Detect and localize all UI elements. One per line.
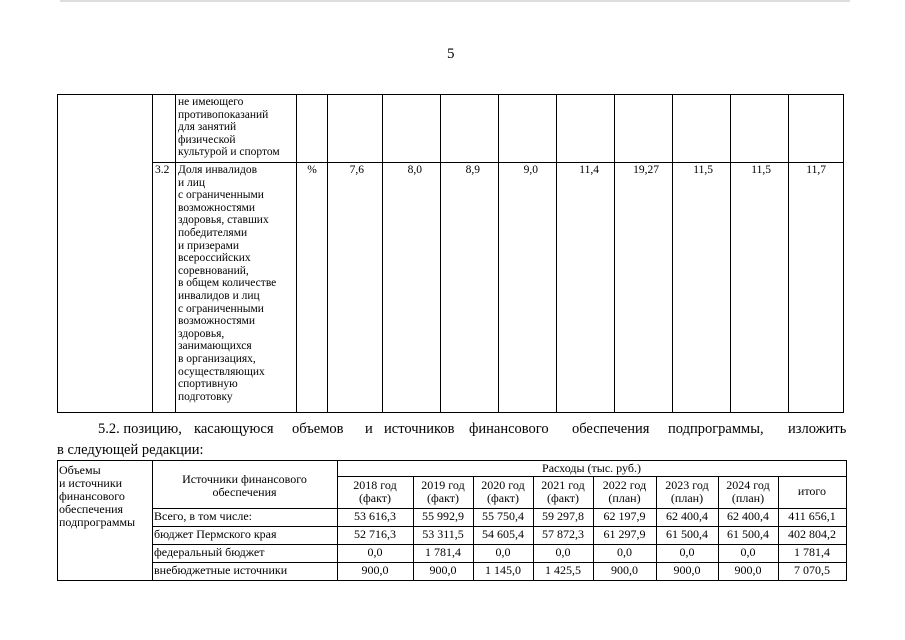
year-header-year: 2021 год bbox=[541, 478, 585, 492]
paragraph-word: обеспечения bbox=[572, 421, 650, 437]
row2-name-line: инвалидов и лиц bbox=[178, 290, 260, 302]
row2-name-line: возможностями bbox=[178, 315, 256, 328]
year-header-status: (факт) bbox=[358, 491, 391, 505]
row2-name-line: здоровья, bbox=[178, 327, 225, 340]
year-header-year: 2022 год bbox=[602, 478, 647, 492]
financing-value: 900,0 bbox=[673, 563, 701, 577]
year-header-status: (факт) bbox=[546, 491, 579, 505]
row2-name-line: всероссийских bbox=[178, 252, 251, 265]
financing-value: 53 311,5 bbox=[422, 527, 464, 541]
financing-value: 7 070,5 bbox=[794, 563, 830, 577]
paragraph-word: объемов bbox=[292, 421, 344, 437]
row1-name-line: не имеющего bbox=[178, 96, 244, 108]
year-header-status: (план) bbox=[608, 491, 641, 505]
financing-value: 59 297,8 bbox=[542, 509, 584, 523]
financing-value: 1 425,5 bbox=[545, 563, 581, 577]
year-header-year: 2019 год bbox=[421, 478, 465, 492]
financing-value: 53 616,3 bbox=[354, 509, 396, 523]
col1-line: подпрограммы bbox=[59, 515, 136, 529]
year-header-year: 2020 год bbox=[481, 478, 525, 492]
paragraph-word: финансового bbox=[469, 421, 549, 437]
row2-value-2019: 8,9 bbox=[465, 164, 480, 176]
financing-value: 62 400,4 bbox=[727, 509, 769, 523]
year-header-year: 2024 год bbox=[726, 478, 770, 492]
year-header-status: (план) bbox=[670, 491, 704, 505]
row2-name-line: возможностями bbox=[178, 201, 256, 214]
row2-name-line: подготовку bbox=[178, 390, 233, 403]
col1-line: и источники bbox=[59, 476, 123, 490]
row2-value-2022: 19,27 bbox=[633, 164, 659, 176]
financing-value: 900,0 bbox=[734, 563, 762, 577]
row2-name-line: соревнований, bbox=[178, 264, 249, 277]
col1-line: обеспечения bbox=[59, 502, 124, 516]
financing-value: 52 716,3 bbox=[354, 527, 396, 541]
financing-value: 55 992,9 bbox=[422, 509, 464, 523]
financing-value: 411 656,1 bbox=[788, 509, 836, 523]
row2-name-line: с ограниченными bbox=[178, 302, 264, 315]
sources-header: обеспечения bbox=[212, 485, 277, 499]
year-header-year: 2023 год bbox=[665, 478, 709, 492]
year-header-year: 2018 год bbox=[353, 478, 397, 492]
row2-value-2024: 11,5 bbox=[751, 164, 771, 176]
row2-name-line: осуществляющих bbox=[178, 365, 265, 378]
paragraph-word: подпрограммы, bbox=[668, 421, 764, 437]
financing-value: 1 781,4 bbox=[794, 545, 830, 559]
financing-value: 402 804,2 bbox=[788, 527, 836, 541]
row2-name-line: здоровья, ставших bbox=[178, 214, 269, 227]
row2-value-2023: 11,5 bbox=[693, 164, 713, 176]
row2-unit: % bbox=[307, 164, 317, 176]
financing-value: 0,0 bbox=[617, 545, 632, 559]
year-header-status: (план) bbox=[731, 491, 765, 505]
financing-value: 54 605,4 bbox=[482, 527, 524, 541]
financing-value: 55 750,4 bbox=[482, 509, 524, 523]
row2-name-line: победителями bbox=[178, 227, 248, 239]
row1-name-line: противопоказаний bbox=[178, 108, 269, 121]
financing-value: 900,0 bbox=[611, 563, 638, 577]
financing-value: 61 500,4 bbox=[727, 527, 769, 541]
financing-source: Всего, в том числе: bbox=[154, 509, 252, 523]
page-number: 5 bbox=[447, 46, 455, 62]
row2-name-line: с ограниченными bbox=[178, 189, 264, 202]
year-header-status: (факт) bbox=[426, 491, 459, 505]
financing-value: 0,0 bbox=[367, 545, 383, 559]
row2-value-2021: 11,4 bbox=[579, 164, 599, 176]
financing-value: 0,0 bbox=[740, 545, 756, 559]
row2-name-line: в организациях, bbox=[178, 353, 256, 365]
row2-name-line: спортивную bbox=[178, 378, 238, 391]
row1-name-line: для занятий bbox=[178, 121, 237, 133]
financing-value: 62 400,4 bbox=[666, 509, 708, 523]
top-scan-edge bbox=[60, 0, 850, 2]
financing-value: 62 197,9 bbox=[603, 509, 646, 523]
financing-value: 0,0 bbox=[679, 545, 695, 559]
row2-value-2018: 8,0 bbox=[407, 164, 422, 176]
row2-value-2017: 7,6 bbox=[349, 164, 364, 176]
col1-line: Объемы bbox=[59, 463, 101, 477]
financing-value: 1 145,0 bbox=[485, 563, 521, 577]
financing-value: 1 781,4 bbox=[425, 545, 461, 559]
row2-value-2025: 11,7 bbox=[806, 164, 826, 176]
row2-name-line: и лиц bbox=[178, 176, 206, 189]
row2-name-line: Доля инвалидов bbox=[178, 164, 258, 176]
row1-name-line: культурой и спортом bbox=[178, 146, 280, 158]
paragraph-word: источников bbox=[384, 421, 455, 437]
financing-value: 61 500,4 bbox=[666, 527, 708, 541]
row2-name-line: в общем количестве bbox=[178, 277, 277, 290]
paragraph-word: изложить bbox=[788, 421, 847, 437]
expenses-header: Расходы (тыс. руб.) bbox=[542, 461, 641, 475]
financing-value: 57 872,3 bbox=[542, 527, 584, 541]
financing-source: федеральный бюджет bbox=[154, 545, 265, 559]
financing-value: 0,0 bbox=[495, 545, 511, 559]
total-header: итого bbox=[797, 484, 827, 498]
row2-name-line: и призерами bbox=[178, 239, 240, 252]
sources-header: Источники финансового bbox=[182, 472, 307, 486]
row1-name-line: физической bbox=[178, 133, 236, 146]
paragraph-word: касающуюся bbox=[194, 421, 274, 437]
row2-value-2020: 9,0 bbox=[523, 164, 538, 176]
financing-source: внебюджетные источники bbox=[154, 563, 288, 577]
row2-number: 3.2 bbox=[155, 164, 170, 176]
paragraph-word: и bbox=[365, 421, 373, 437]
year-header-status: (факт) bbox=[486, 491, 519, 505]
row2-name-line: занимающихся bbox=[178, 340, 252, 353]
financing-source: бюджет Пермского края bbox=[154, 527, 277, 541]
paragraph-word: 5.2. позицию, bbox=[98, 421, 182, 437]
paragraph-line-2: в следующей редакции: bbox=[57, 442, 204, 458]
financing-value: 900,0 bbox=[361, 563, 389, 577]
financing-value: 900,0 bbox=[429, 563, 457, 577]
financing-value: 0,0 bbox=[555, 545, 571, 559]
financing-value: 61 297,9 bbox=[603, 527, 646, 541]
col1-line: финансового bbox=[59, 489, 125, 503]
